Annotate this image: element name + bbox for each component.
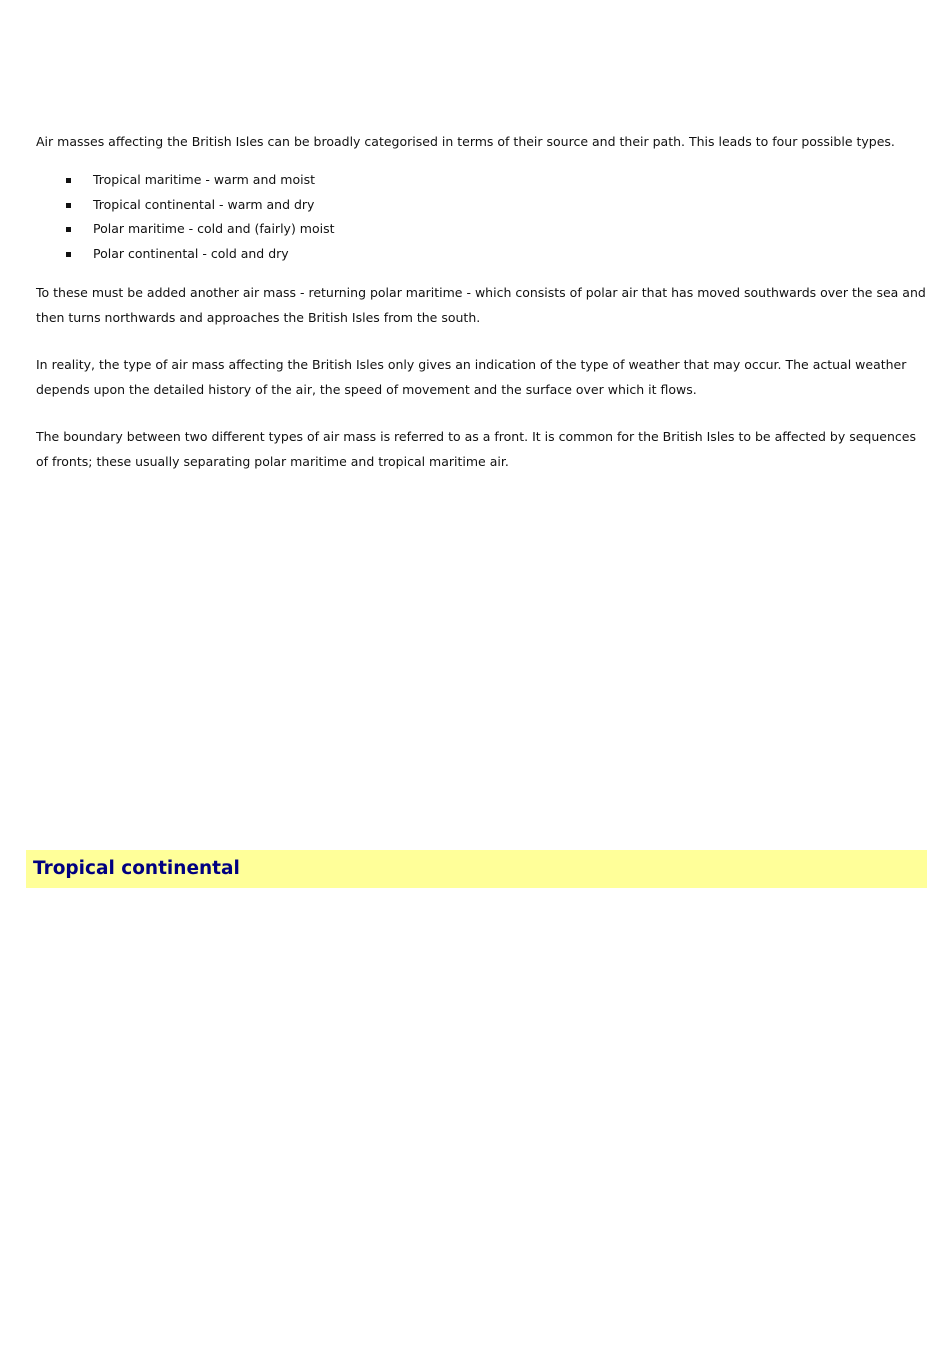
section-heading: Tropical continental [33, 858, 240, 879]
section-header-bar [26, 850, 927, 888]
bullet-square-icon [66, 252, 71, 257]
list-item [36, 217, 926, 242]
bullet-square-icon [66, 178, 71, 183]
document-body [36, 129, 926, 474]
bullet-square-icon [66, 227, 71, 232]
list-item-label: Polar continental - cold and dry [93, 245, 289, 261]
front-paragraph: The boundary between two different types of air mass is referred to as a front. It is common for the British Isles to be affected by sequences of fronts; these usually separating polar maritime and tropical maritime air. [36, 429, 916, 469]
list-item-label: Tropical continental - warm and dry [93, 196, 315, 212]
intro-paragraph: Air masses affecting the British Isles can be broadly categorised in terms of their source and their path. This leads to four possible types. [36, 134, 895, 149]
list-item [36, 168, 926, 193]
reality-paragraph: In reality, the type of air mass affecting the British Isles only gives an indication of the type of weather that may occur. The actual weather depends upon the detailed history of the air, the speed of movement and the surface over which it flows. [36, 357, 907, 397]
list-item [36, 193, 926, 218]
returning-polar-maritime-paragraph: To these must be added another air mass - returning polar maritime - which consists of polar air that has moved southwards over the sea and then turns northwards and approaches the British Isles from the south. [36, 285, 926, 325]
list-item-label: Tropical maritime - warm and moist [93, 172, 315, 187]
list-item-label: Polar maritime - cold and (fairly) moist [93, 221, 335, 236]
air-mass-types-list [36, 168, 926, 266]
bullet-square-icon [66, 203, 71, 208]
list-item [36, 242, 926, 267]
